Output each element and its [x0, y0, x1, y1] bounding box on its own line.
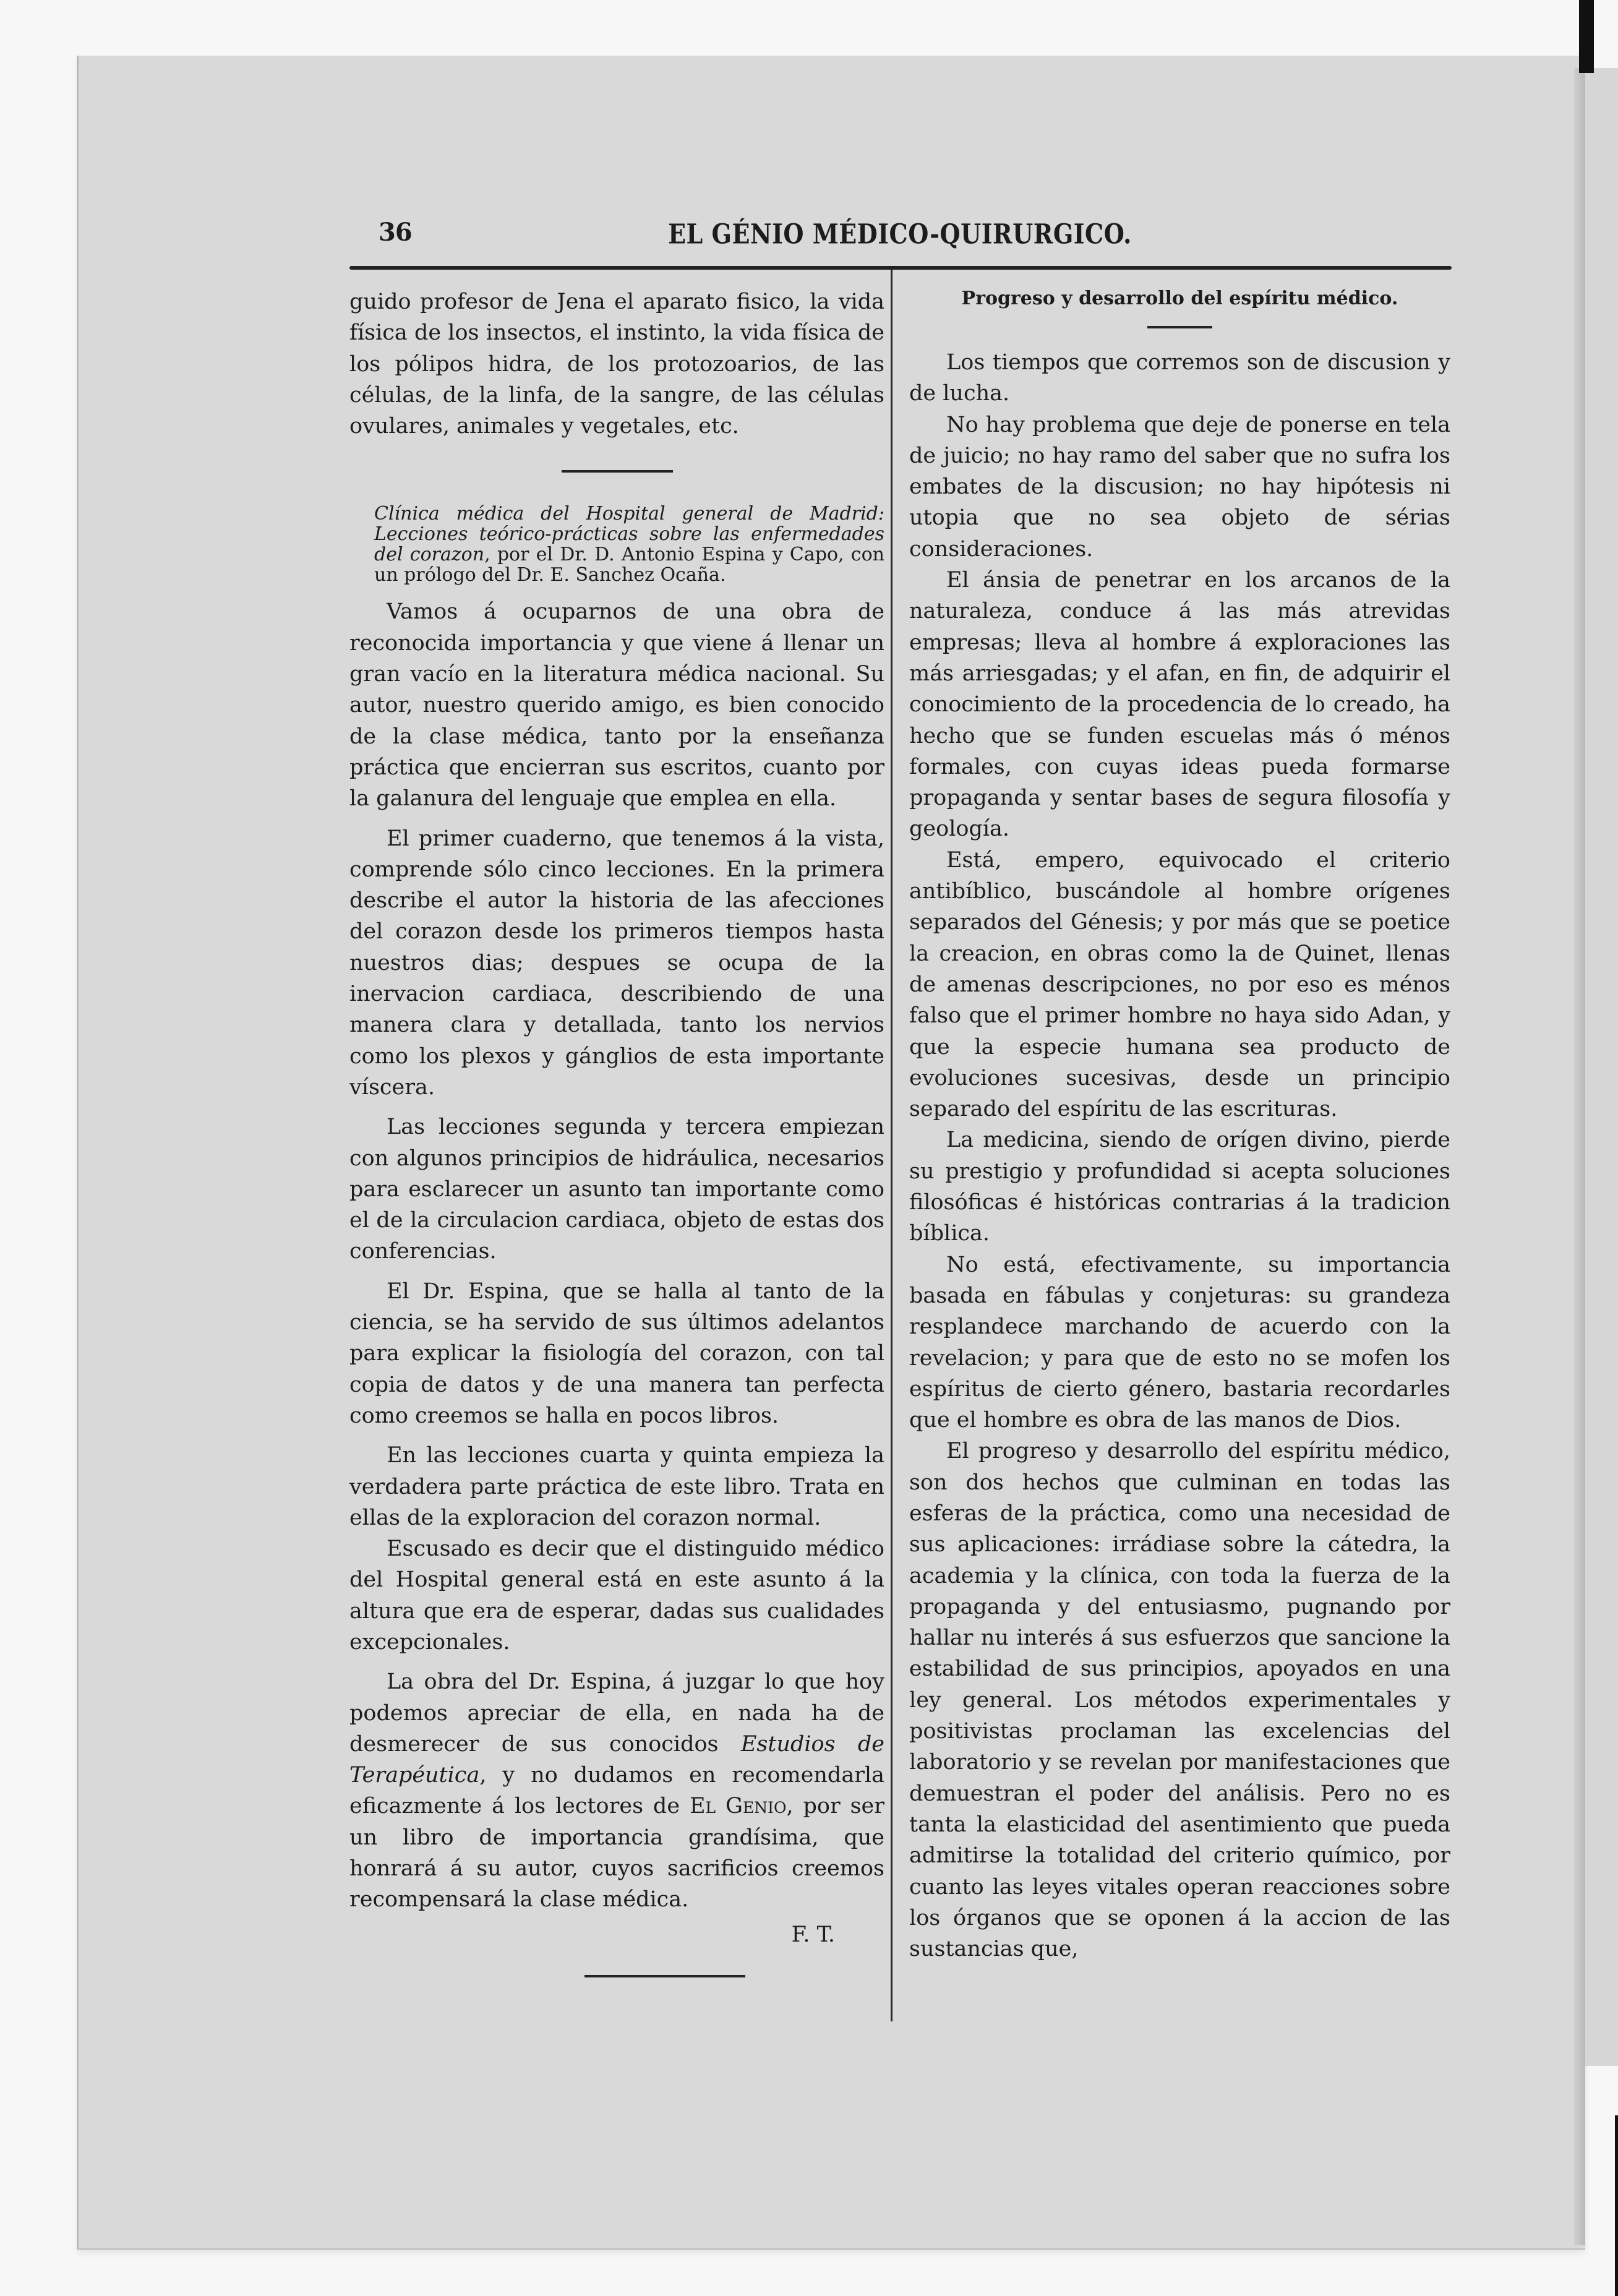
text-run: , por ser un libro de importancia grandísima, que honrará á su autor, cuyos sacrificios creemos recompensará la clase médica.: [349, 1794, 885, 1913]
adjacent-page-edge: [1585, 68, 1618, 2066]
review-paragraph: En las lecciones cuarta y quinta empieza la verdadera parte práctica de este libro. Trata en ellas de la exploracion del corazon normal.: [349, 1443, 884, 1530]
book-spine-top: [1579, 0, 1594, 73]
book-spine-bottom: [1615, 2115, 1618, 2296]
text-run: , y no dudamos en recomendarla eficazmente á los lectores de: [349, 1763, 884, 1819]
review-paragraph: Vamos á ocuparnos de una obra de reconocida importancia y que viene á llenar un gran vacío en la literatura médica nacional. Su autor, nuestro querido amigo, es bien conocido de la clase médica, tanto por la enseñanza práctica que encierran sus escritos, cuanto por la galanura del lenguaje que emplea en ella.: [349, 599, 884, 812]
continued-paragraph: guido profesor de Jena el aparato fisico, la vida física de los insectos, el instinto, la vida física de los pólipos hidra, de los protozoarios, de las células, de la linfa, de la sangre, de las células ovulares, animales y vegetales, etc.: [349, 289, 884, 439]
review-paragraph: El Dr. Espina, que se halla al tanto de la ciencia, se ha servido de sus últimos adelantos para explicar la fisiología del corazon, con tal copia de datos y de una manera tan perfecta como creemos se halla en pocos libros.: [349, 1279, 884, 1428]
article-paragraph: El ánsia de penetrar en los arcanos de la naturaleza, conduce á las más atrevidas empresas; lleva al hombre á exploraciones las más arriesgadas; y el afan, en fin, de adquirir el conocimiento de la procedencia de lo creado, ha hecho que se funden escuelas más ó ménos formales, con cuyas ideas pueda formarse propaganda y sentar bases de segura filosofía y geología.: [909, 568, 1450, 842]
title-separator: [1147, 326, 1212, 328]
running-head: [349, 218, 1450, 252]
article-paragraph: La medicina, siendo de orígen divino, pierde su prestigio y profundidad si acepta soluciones filosóficas é históricas contrarias á la tradicion bíblica.: [909, 1128, 1450, 1246]
text-run: La obra del Dr. Espina, á juzgar lo que hoy podemos apreciar de ella, en nada ha de desmerecer de sus conocidos: [349, 1669, 884, 1757]
article-paragraph: Está, empero, equivocado el criterio antibíblico, buscándole al hombre orígenes separados del Génesis; y por más que se poetice la creacion, en obras como la de Quinet, llenas de amenas descripciones, no por eso es ménos falso que el primer hombre no haya sido Adan, y que la especie humana sea producto de evoluciones sucesivas, desde un principio separado del espíritu de las escrituras.: [909, 847, 1450, 1122]
page-gutter-shadow: [1574, 68, 1585, 2245]
end-of-article-rule: [584, 1975, 745, 1977]
journal-name-reference: El Genio: [689, 1794, 787, 1819]
article-title: Progreso y desarrollo del espíritu médico.: [961, 288, 1398, 309]
article-paragraph: No hay problema que deje de ponerse en tela de juicio; no hay ramo del saber que no sufra los embates de la discusion; no hay hipótesis ni utopia que no sea objeto de sérias consideraciones.: [909, 412, 1450, 562]
author-signature: F. T.: [791, 1922, 835, 1947]
review-final-paragraph: [349, 1666, 884, 1915]
column-divider: [891, 270, 892, 2021]
page-number: 36: [379, 218, 412, 247]
left-column: [349, 286, 884, 1977]
review-paragraph: El primer cuaderno, que tenemos á la vista, comprende sólo cinco lecciones. En la primera describe el autor la historia de las afecciones del corazon desde los primeros tiempos hasta nuestros dias; despues se ocupa de la inervacion cardiaca, describiendo de una manera clara y detallada, tanto los nervios como los plexos y gánglios de esta importante víscera.: [349, 826, 884, 1100]
review-paragraph: Las lecciones segunda y tercera empiezan con algunos principios de hidráulica, necesarios para esclarecer un asunto tan importante como el de la circulacion cardiaca, objeto de estas dos conferencias.: [349, 1115, 884, 1264]
book-review-heading: [349, 503, 884, 585]
article-paragraph: El progreso y desarrollo del espíritu médico, son dos hechos que culminan en todas las esferas de la práctica, como una necesidad de sus aplicaciones: irrádiase sobre la cátedra, la academia y la clínica, con toda la fuerza de la propaganda y del entusiasmo, pugnando por hallar nu interés á sus esfuerzos que sancione la estabilidad de sus principios, apoyados en una ley general. Los métodos experimentales y positivistas proclaman las excelencias del laboratorio y se revelan por manifestaciones que demuestran el poder del análisis. Pero no es tanta la elasticidad del asentimiento que pueda admitirse la totalidad del criterio químico, por cuanto las leyes vitales operan reacciones sobre los órganos que se oponen á la accion de las sustancias que,: [909, 1439, 1450, 1962]
right-column: [909, 286, 1450, 1964]
book-title: Clínica médica del Hospital general de Madrid: Lecciones teórico-prácticas sobre las enfermedades del corazon: [374, 503, 884, 566]
book-author-line: , por el Dr. D. Antonio Espina y Capo, con un prólogo del Dr. E. Sanchez Ocaña.: [374, 544, 884, 586]
cited-work-title: Estudios de Terapéutica: [349, 1731, 885, 1788]
article-paragraph: Los tiempos que corremos son de discusion y de lucha.: [909, 350, 1450, 406]
header-rule: [349, 266, 1452, 270]
article-paragraph: No está, efectivamente, su importancia basada en fábulas y conjeturas: su grandeza resplandece marchando de acuerdo con la revelacion; y para que de esto no se mofen los espíritus de cierto género, bastaria recordarles que el hombre es obra de las manos de Dios.: [909, 1252, 1450, 1433]
review-paragraph: Escusado es decir que el distinguido médico del Hospital general está en este asunto á la altura que era de esperar, dadas sus cualidades excepcionales.: [349, 1536, 884, 1655]
section-separator: [562, 470, 673, 473]
journal-title: EL GÉNIO MÉDICO-QUIRURGICO.: [668, 218, 1132, 250]
